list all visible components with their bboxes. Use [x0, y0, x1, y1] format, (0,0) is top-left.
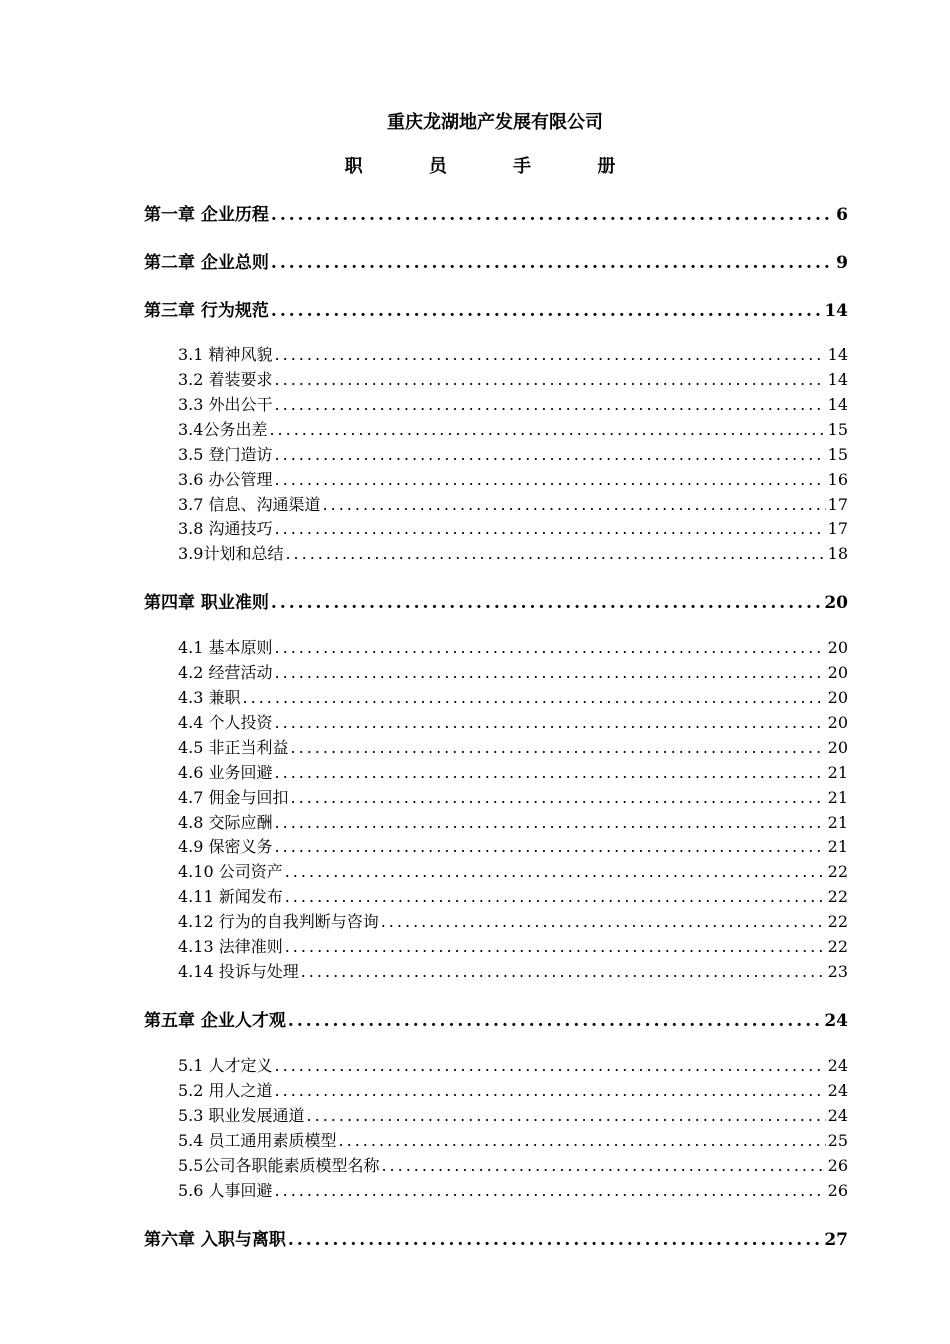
toc-page-number: 14 [824, 301, 848, 321]
toc-page-number: 25 [827, 1131, 848, 1150]
toc-page-number: 22 [827, 887, 848, 906]
toc-entry-label: 第四章 职业准则 [144, 593, 269, 613]
toc-entry-label: 4.13 法律准则 [178, 937, 283, 956]
toc-page-number: 22 [827, 912, 848, 931]
toc-page-number: 26 [827, 1181, 848, 1200]
toc-dot-leader [275, 813, 826, 832]
toc-entry-label: 4.1 基本原则 [178, 638, 273, 657]
toc-dot-leader [275, 1056, 826, 1075]
toc-section-entry[interactable] [178, 810, 848, 833]
toc-dot-leader [381, 912, 826, 931]
toc-entry-label: 4.3 兼职 [178, 688, 241, 707]
toc-entry-label: 5.6 人事回避 [178, 1181, 273, 1200]
toc-page-number: 16 [827, 470, 848, 489]
toc-section-entry[interactable] [178, 785, 848, 808]
toc-page-number: 15 [827, 420, 848, 439]
toc-dot-leader [275, 663, 826, 682]
toc-dot-leader [381, 1156, 825, 1175]
toc-entry-label: 3.7 信息、沟通渠道 [178, 495, 321, 514]
toc-dot-leader [275, 445, 826, 464]
toc-section-entry[interactable] [178, 710, 848, 733]
toc-section-entry[interactable] [178, 417, 848, 440]
toc-dot-leader [285, 937, 826, 956]
toc-dot-leader [307, 1106, 826, 1125]
toc-dot-leader [271, 301, 822, 321]
toc-page-number: 6 [836, 205, 848, 225]
toc-page-number: 20 [824, 593, 848, 613]
toc-entry-label: 3.8 沟通技巧 [178, 519, 273, 538]
toc-page-number: 24 [824, 1011, 848, 1031]
toc-page-number: 24 [827, 1081, 848, 1100]
toc-page-number: 26 [827, 1156, 848, 1175]
toc-page-number: 21 [827, 837, 848, 856]
toc-page-number: 17 [827, 519, 848, 538]
toc-entry-label: 4.5 非正当利益 [178, 738, 289, 757]
toc-page-number: 22 [827, 937, 848, 956]
toc-page-number: 15 [827, 445, 848, 464]
toc-section-entry[interactable] [178, 859, 848, 882]
toc-dot-leader [275, 519, 826, 538]
toc-section-entry[interactable] [178, 1053, 848, 1076]
toc-dot-leader [275, 1081, 826, 1100]
toc-dot-leader [275, 1181, 826, 1200]
toc-entry-label: 第二章 企业总则 [144, 253, 269, 273]
toc-entry-label: 5.3 职业发展通道 [178, 1106, 305, 1125]
toc-entry-label: 3.2 着装要求 [178, 370, 273, 389]
toc-entry-label: 第三章 行为规范 [144, 301, 269, 321]
toc-page-number: 14 [827, 370, 848, 389]
toc-dot-leader [269, 420, 825, 439]
toc-dot-leader [275, 763, 826, 782]
toc-section-entry[interactable] [178, 367, 848, 390]
toc-page-number: 20 [827, 713, 848, 732]
toc-section-entry[interactable] [178, 1178, 848, 1201]
toc-dot-leader [271, 593, 822, 613]
toc-dot-leader [275, 395, 826, 414]
toc-page-number: 24 [827, 1056, 848, 1075]
toc-entry-label: 4.2 经营活动 [178, 663, 273, 682]
toc-dot-leader [275, 713, 826, 732]
toc-section-entry[interactable] [178, 959, 848, 982]
toc-dot-leader [275, 370, 826, 389]
toc-entry-label: 3.3 外出公干 [178, 395, 273, 414]
toc-section-entry[interactable] [178, 660, 848, 683]
toc-page-number: 9 [836, 253, 848, 273]
toc-page-number: 21 [827, 813, 848, 832]
toc-chapter-entry[interactable] [144, 1006, 848, 1031]
toc-chapter-entry[interactable] [144, 200, 848, 225]
toc-dot-leader [275, 837, 826, 856]
toc-section-entry[interactable] [178, 492, 848, 515]
toc-section-entry[interactable] [178, 735, 848, 758]
toc-page-number: 23 [827, 962, 848, 981]
toc-section-entry[interactable] [178, 934, 848, 957]
toc-entry-label: 4.10 公司资产 [178, 862, 283, 881]
toc-entry-label: 4.8 交际应酬 [178, 813, 273, 832]
toc-entry-label: 4.11 新闻发布 [178, 887, 283, 906]
toc-page-number: 24 [827, 1106, 848, 1125]
toc-dot-leader [275, 638, 826, 657]
toc-section-entry[interactable] [178, 635, 848, 658]
toc-page-number: 27 [824, 1230, 848, 1250]
toc-section-entry[interactable] [178, 541, 848, 564]
toc-entry-label: 3.4公务出差 [178, 420, 268, 439]
toc-section-entry[interactable] [178, 1128, 848, 1151]
toc-dot-leader [275, 470, 826, 489]
toc-chapter-entry[interactable] [144, 248, 848, 273]
toc-page-number: 20 [827, 638, 848, 657]
toc-entry-label: 3.1 精神风貌 [178, 345, 273, 364]
toc-dot-leader [323, 495, 826, 514]
toc-chapter-entry[interactable] [144, 588, 848, 613]
toc-dot-leader [288, 1230, 822, 1250]
toc-page-number: 20 [827, 688, 848, 707]
toc-dot-leader [288, 1011, 822, 1031]
toc-entry-label: 5.5公司各职能素质模型名称 [178, 1156, 380, 1175]
company-title: 重庆龙湖地产发展有限公司 [387, 112, 603, 133]
toc-page-number: 21 [827, 788, 848, 807]
toc-section-entry[interactable] [178, 884, 848, 907]
toc-entry-label: 5.4 员工通用素质模型 [178, 1131, 337, 1150]
toc-entry-label: 4.7 佣金与回扣 [178, 788, 289, 807]
document-title: 职 员 手 册 [344, 156, 646, 177]
toc-section-entry[interactable] [178, 1078, 848, 1101]
toc-dot-leader [301, 962, 826, 981]
toc-page-number: 20 [827, 663, 848, 682]
toc-section-entry[interactable] [178, 392, 848, 415]
toc-page-number: 20 [827, 738, 848, 757]
toc-section-entry[interactable] [178, 516, 848, 539]
toc-dot-leader [285, 544, 825, 563]
toc-section-entry[interactable] [178, 442, 848, 465]
toc-entry-label: 第一章 企业历程 [144, 205, 269, 225]
toc-chapter-entry[interactable] [144, 1225, 848, 1250]
toc-section-entry[interactable] [178, 909, 848, 932]
toc-page-number: 17 [827, 495, 848, 514]
toc-section-entry[interactable] [178, 834, 848, 857]
toc-dot-leader [291, 788, 826, 807]
toc-chapter-entry[interactable] [144, 296, 848, 321]
toc-section-entry[interactable] [178, 467, 848, 490]
toc-dot-leader [271, 253, 834, 273]
toc-dot-leader [285, 862, 826, 881]
toc-entry-label: 3.5 登门造访 [178, 445, 273, 464]
toc-page-number: 18 [827, 544, 848, 563]
toc-entry-label: 4.9 保密义务 [178, 837, 273, 856]
toc-entry-label: 5.2 用人之道 [178, 1081, 273, 1100]
toc-page-number: 21 [827, 763, 848, 782]
toc-dot-leader [339, 1131, 826, 1150]
toc-section-entry[interactable] [178, 1153, 848, 1176]
toc-page-number: 22 [827, 862, 848, 881]
toc-entry-label: 4.4 个人投资 [178, 713, 273, 732]
toc-dot-leader [271, 205, 834, 225]
toc-entry-label: 5.1 人才定义 [178, 1056, 273, 1075]
toc-page-number: 14 [827, 345, 848, 364]
toc-entry-label: 4.12 行为的自我判断与咨询 [178, 912, 379, 931]
toc-section-entry[interactable] [178, 342, 848, 365]
toc-dot-leader [275, 345, 826, 364]
toc-entry-label: 3.6 办公管理 [178, 470, 273, 489]
toc-dot-leader [291, 738, 826, 757]
toc-section-entry[interactable] [178, 685, 848, 708]
toc-section-entry[interactable] [178, 760, 848, 783]
toc-entry-label: 第六章 入职与离职 [144, 1230, 286, 1250]
toc-dot-leader [243, 688, 826, 707]
toc-section-entry[interactable] [178, 1103, 848, 1126]
toc-entry-label: 4.14 投诉与处理 [178, 962, 299, 981]
toc-page-number: 14 [827, 395, 848, 414]
toc-entry-label: 第五章 企业人才观 [144, 1011, 286, 1031]
toc-entry-label: 4.6 业务回避 [178, 763, 273, 782]
toc-dot-leader [285, 887, 826, 906]
toc-entry-label: 3.9计划和总结 [178, 544, 284, 563]
